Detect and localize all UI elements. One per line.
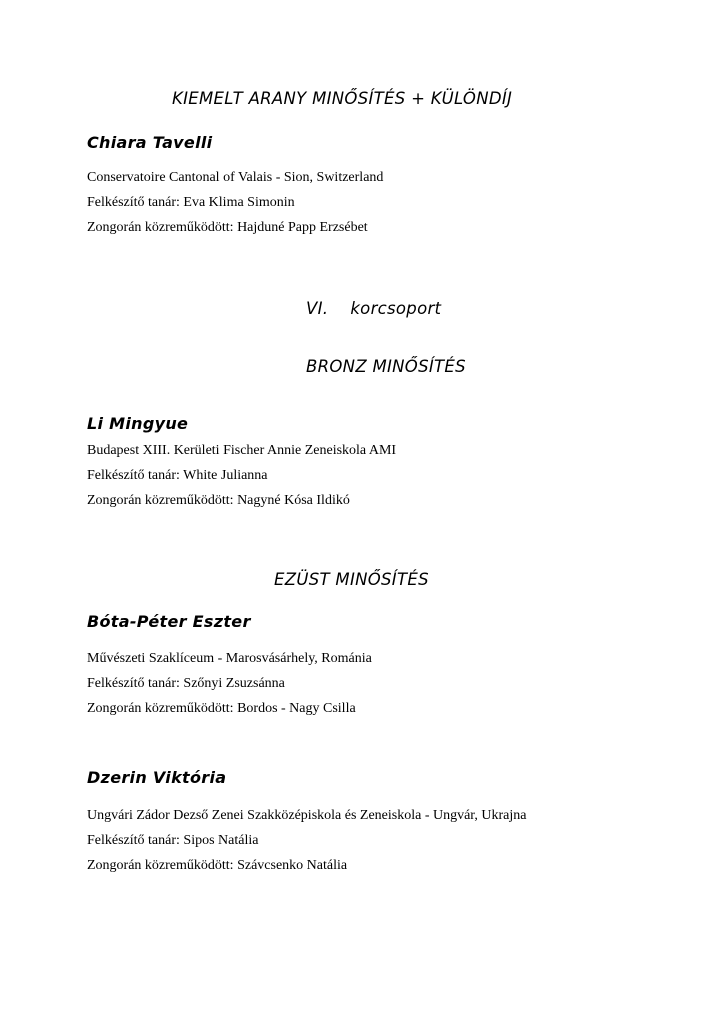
age-group-heading bbox=[306, 299, 441, 318]
teacher-line: Felkészítő tanár: White Julianna bbox=[87, 468, 268, 483]
school-line: Ungvári Zádor Dezső Zenei Szakközépiskola és Zeneiskola - Ungvár, Ukrajna bbox=[87, 808, 527, 823]
age-group-numeral: VI. bbox=[306, 299, 329, 318]
piano-accompanist-line: Zongorán közreműködött: Hajduné Papp Erzsébet bbox=[87, 220, 368, 235]
performer-name: Bóta-Péter Eszter bbox=[87, 612, 251, 631]
teacher-line: Felkészítő tanár: Szőnyi Zsuzsánna bbox=[87, 676, 285, 691]
performer-name: Li Mingyue bbox=[87, 414, 189, 433]
school-line: Művészeti Szaklíceum - Marosvásárhely, Románia bbox=[87, 651, 372, 666]
performer-name: Dzerin Viktória bbox=[87, 768, 227, 787]
piano-accompanist-line: Zongorán közreműködött: Szávcsenko Natália bbox=[87, 858, 348, 873]
teacher-line: Felkészítő tanár: Sipos Natália bbox=[87, 833, 259, 848]
award-heading-silver: EZÜST MINŐSÍTÉS bbox=[274, 570, 429, 589]
award-heading-special-gold: KIEMELT ARANY MINŐSÍTÉS + KÜLÖNDÍJ bbox=[172, 89, 513, 108]
award-heading-bronze: BRONZ MINŐSÍTÉS bbox=[306, 357, 466, 376]
performer-name: Chiara Tavelli bbox=[87, 133, 213, 152]
piano-accompanist-line: Zongorán közreműködött: Nagyné Kósa Ildikó bbox=[87, 493, 350, 508]
teacher-line: Felkészítő tanár: Eva Klima Simonin bbox=[87, 195, 295, 210]
age-group-label: korcsoport bbox=[350, 299, 442, 318]
school-line: Budapest XIII. Kerületi Fischer Annie Zeneiskola AMI bbox=[87, 443, 397, 458]
school-line: Conservatoire Cantonal of Valais - Sion, Switzerland bbox=[87, 170, 384, 185]
piano-accompanist-line: Zongorán közreműködött: Bordos - Nagy Csilla bbox=[87, 701, 356, 716]
